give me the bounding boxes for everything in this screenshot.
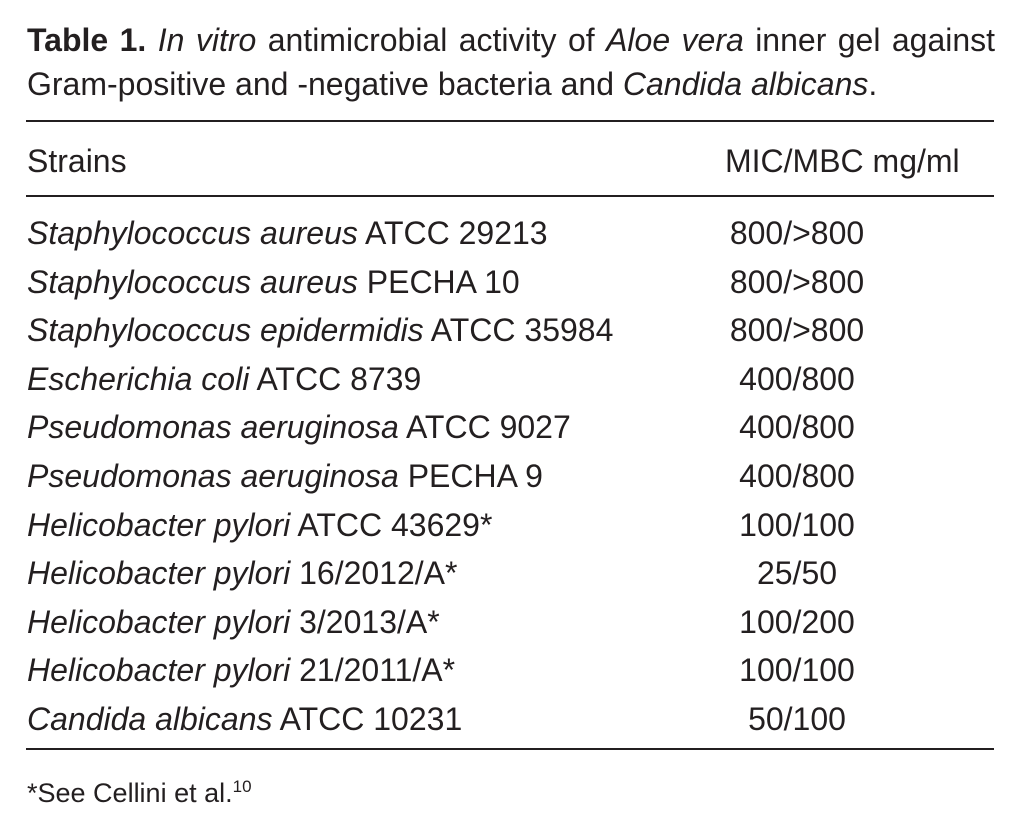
- caption-part: In vitro: [157, 22, 257, 58]
- mic-mbc-cell: 100/200: [739, 604, 855, 640]
- mic-mbc-cell: 100/100: [739, 507, 855, 543]
- strain-cell: [27, 602, 440, 642]
- strain-cell: [27, 407, 571, 447]
- species-name: Pseudomonas aeruginosa: [27, 409, 399, 445]
- strain-id: PECHA 10: [366, 264, 520, 300]
- species-name: Staphylococcus aureus: [27, 264, 358, 300]
- mic-mbc-cell: 400/800: [739, 361, 855, 397]
- species-name: Helicobacter pylori: [27, 555, 291, 591]
- mic-mbc-cell: 25/50: [756, 555, 838, 591]
- strain-id: ATCC 43629*: [297, 507, 493, 543]
- strain-cell: [27, 359, 421, 399]
- caption-part: Candida albicans: [622, 66, 869, 102]
- table-row: [27, 505, 995, 545]
- table-row: [27, 407, 995, 447]
- table-header-row: [27, 141, 995, 181]
- mic-mbc-cell: 400/800: [739, 458, 855, 494]
- table-row: [27, 456, 995, 496]
- species-name: Staphylococcus epidermidis: [27, 312, 424, 348]
- strain-id: ATCC 9027: [405, 409, 571, 445]
- species-name: Candida albicans: [27, 701, 273, 737]
- table-row: [27, 213, 995, 253]
- table-row: [27, 262, 995, 302]
- species-name: Helicobacter pylori: [27, 652, 291, 688]
- species-name: Helicobacter pylori: [27, 507, 291, 543]
- strain-id: 3/2013/A*: [299, 604, 440, 640]
- caption-text: [27, 22, 995, 102]
- caption-part: antimicrobial activity of: [256, 22, 607, 58]
- mic-mbc-cell: 800/>800: [729, 264, 865, 300]
- footnote-text: *See Cellini et al.: [27, 778, 233, 808]
- strain-cell: [27, 262, 520, 302]
- strain-id: PECHA 9: [407, 458, 543, 494]
- strain-cell: [27, 456, 543, 496]
- strain-cell: [27, 505, 492, 545]
- species-name: Escherichia coli: [27, 361, 250, 397]
- caption-part: .: [868, 66, 878, 102]
- strain-id: ATCC 35984: [430, 312, 614, 348]
- strain-cell: [27, 553, 457, 593]
- strain-id: 16/2012/A*: [299, 555, 458, 591]
- table-row: [27, 699, 995, 739]
- mic-mbc-cell: 50/100: [748, 701, 846, 737]
- table-caption: [27, 18, 995, 106]
- caption-part: [146, 22, 157, 58]
- species-name: Pseudomonas aeruginosa: [27, 458, 399, 494]
- species-name: Helicobacter pylori: [27, 604, 291, 640]
- bottom-rule: [26, 748, 994, 750]
- strain-cell: [27, 650, 455, 690]
- mic-mbc-cell: 800/>800: [729, 312, 865, 348]
- mic-mbc-cell: 100/100: [739, 652, 855, 688]
- table-footnote: [27, 775, 252, 811]
- table-row: [27, 602, 995, 642]
- strain-cell: [27, 310, 613, 350]
- strain-id: 21/2011/A*: [299, 652, 456, 688]
- mic-mbc-cell: 400/800: [739, 409, 855, 445]
- table-row: [27, 650, 995, 690]
- footnote-ref: 10: [232, 777, 252, 796]
- header-strains: Strains: [27, 143, 127, 179]
- strain-cell: [27, 699, 462, 739]
- table-label: Table 1.: [27, 22, 147, 58]
- strain-id: ATCC 29213: [364, 215, 548, 251]
- strain-id: ATCC 10231: [279, 701, 463, 737]
- strain-id: ATCC 8739: [256, 361, 422, 397]
- mic-mbc-cell: 800/>800: [729, 215, 865, 251]
- header-mic-mbc: MIC/MBC mg/ml: [725, 143, 960, 179]
- caption-part: Aloe vera: [606, 22, 744, 58]
- species-name: Staphylococcus aureus: [27, 215, 358, 251]
- table-row: [27, 359, 995, 399]
- header-rule: [26, 195, 994, 197]
- caption-part: inner gel against Gram-positive and -negative bacteria and: [27, 22, 996, 102]
- strain-cell: [27, 213, 548, 253]
- table-row: [27, 553, 995, 593]
- table-row: [27, 310, 995, 350]
- top-rule: [26, 120, 994, 122]
